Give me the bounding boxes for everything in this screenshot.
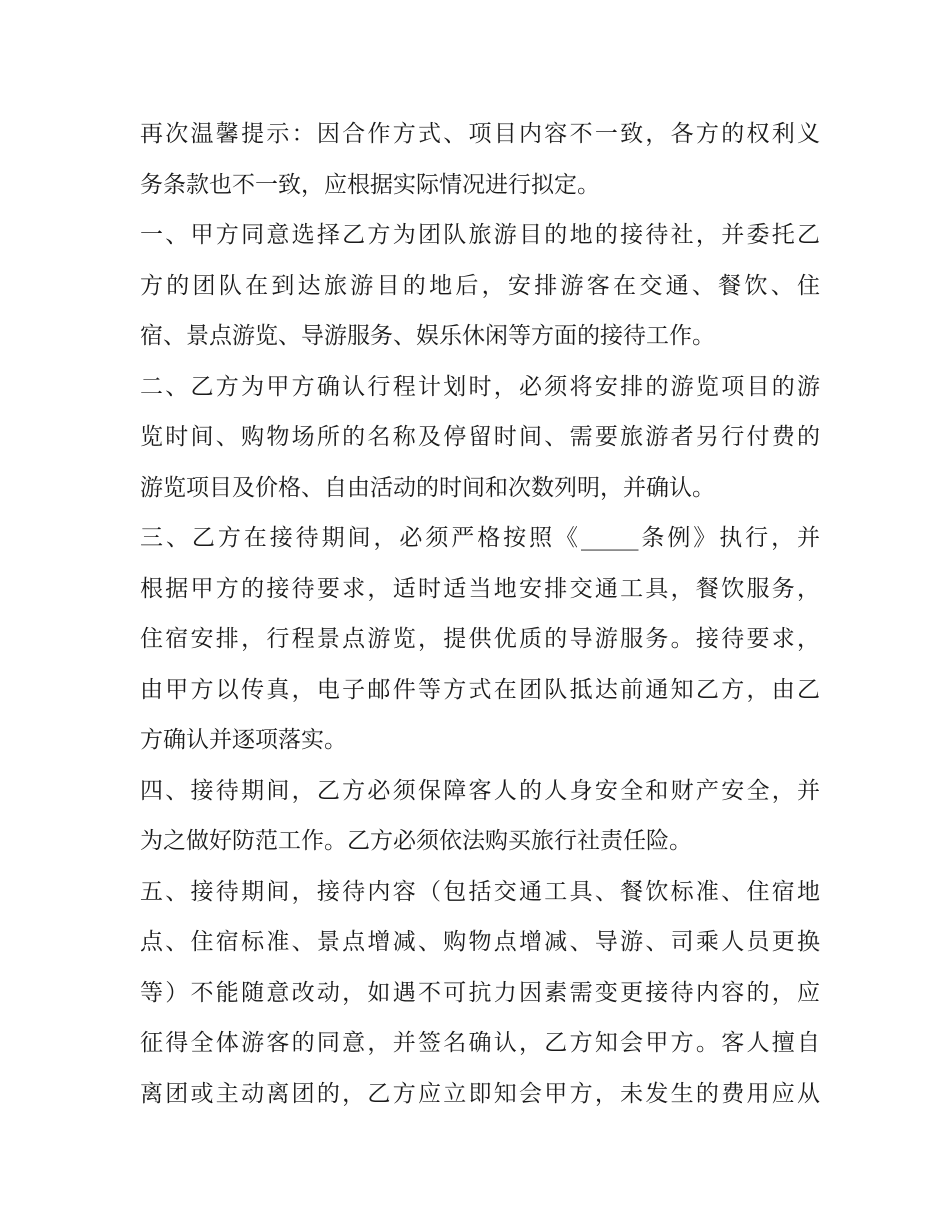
text-line-6: 二、乙方为甲方确认行程计划时，必须将安排的游览项目的游: [140, 373, 820, 400]
text-line-13: 方确认并逐项落实。: [140, 727, 347, 753]
text-line-5: 宿、景点游览、导游服务、娱乐休闲等方面的接待工作。: [140, 323, 715, 349]
text-line-17: 点、住宿标准、景点增减、购物点增减、导游、司乘人员更换: [140, 929, 820, 955]
text-line-16: 五、接待期间，接待内容（包括交通工具、餐饮标准、住宿地: [140, 878, 820, 905]
text-line-11: 住宿安排，行程景点游览，提供优质的导游服务。接待要求，: [140, 626, 820, 652]
contract-body-text: [140, 109, 820, 1119]
text-line-18: 等）不能随意改动，如遇不可抗力因素需变更接待内容的，应: [140, 979, 820, 1006]
text-line-12: 由甲方以传真，电子邮件等方式在团队抵达前通知乙方，由乙: [140, 676, 820, 703]
text-line-8: 游览项目及价格、自由活动的时间和次数列明，并确认。: [140, 474, 715, 501]
text-line-15: 为之做好防范工作。乙方必须依法购买旅行社责任险。: [140, 828, 692, 854]
text-line-9: 三、乙方在接待期间，必须严格按照《_____条例》执行，并: [140, 525, 820, 551]
text-line-2: 务条款也不一致，应根据实际情况进行拟定。: [140, 171, 600, 198]
text-line-3: 一、甲方同意选择乙方为团队旅游目的地的接待社，并委托乙: [140, 222, 820, 248]
text-line-4: 方的团队在到达旅游目的地后，安排游客在交通、餐饮、住: [140, 272, 820, 299]
text-line-20: 离团或主动离团的，乙方应立即知会甲方，未发生的费用应从: [140, 1080, 820, 1107]
text-line-14: 四、接待期间，乙方必须保障客人的人身安全和财产安全，并: [140, 777, 820, 804]
text-line-1: 再次温馨提示：因合作方式、项目内容不一致，各方的权利义: [140, 121, 820, 147]
text-line-10: 根据甲方的接待要求，适时适当地安排交通工具，餐饮服务，: [140, 575, 820, 602]
text-line-19: 征得全体游客的同意，并签名确认，乙方知会甲方。客人擅自: [140, 1030, 820, 1056]
text-line-7: 览时间、购物场所的名称及停留时间、需要旅游者另行付费的: [140, 424, 820, 450]
